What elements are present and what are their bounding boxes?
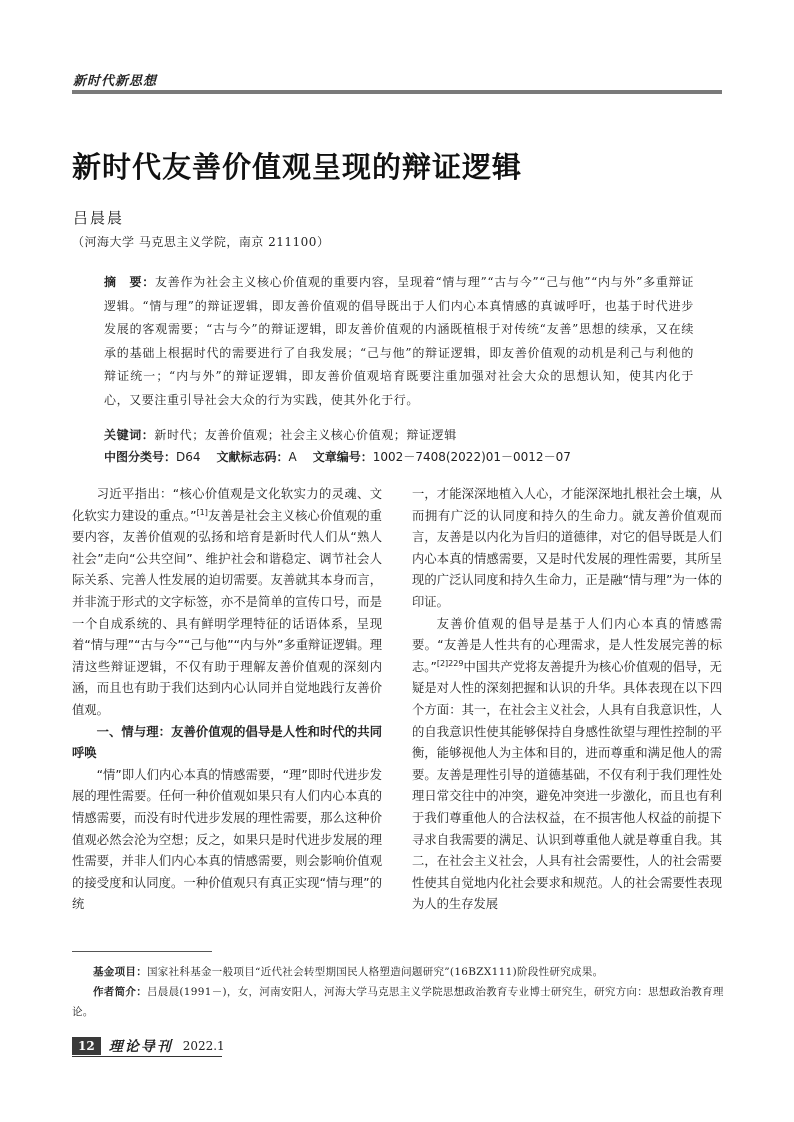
issue-number: 2022.1 xyxy=(182,1039,225,1053)
body-paragraph: “情”即人们内心本真的情感需要，“理”即时代进步发展的理性需要。任何一种价值观如果只有人们内心本真的情感需要，而没有时代进步发展的理性需要，那么这种价值观必然会沦为空想；反之，如果只是时代进步发展的理性需要，并非人们内心本真的情感需要，则会影响价值观的接受度和认同度。一种价值观只有真正实现“情与理”的统 xyxy=(72,767,382,912)
body-column-right xyxy=(412,484,722,916)
body-paragraph xyxy=(72,484,382,722)
abstract-label: 摘 要： xyxy=(104,275,156,289)
section-label: 新时代新思想 xyxy=(73,74,158,89)
paragraph-text: 友善价值观的倡导是基于人们内心本真的情感需要。“友善是人性共有的心理需求，是人性发展完善的标志。” xyxy=(412,616,722,674)
abstract xyxy=(104,271,694,412)
author-name: 吕晨晨 xyxy=(73,209,125,227)
clc-value: D64 xyxy=(176,450,201,464)
clc-label: 中图分类号： xyxy=(104,450,177,464)
journal-name: 理论导刊 xyxy=(108,1039,173,1055)
fund-text: 国家社科基金一般项目“近代社会转型期国民人格塑造问题研究”(16BZX111)阶段性研究成果。 xyxy=(147,966,604,978)
doc-code-label: 文献标志码： xyxy=(216,450,289,464)
keywords xyxy=(104,426,457,443)
article-number-label: 文章编号： xyxy=(312,450,373,464)
doc-code-value: A xyxy=(288,450,297,464)
footnotes xyxy=(72,962,724,1022)
author-note xyxy=(72,982,724,1022)
body-paragraph: 一，才能深深地植入人心，才能深深地扎根社会土壤，从而拥有广泛的认同度和持久的生命力。就友善价值观而言，友善是以内化为旨归的道德律，对它的倡导既是人们内心本真的情感需要，又是时代发展的理性需要，其所呈现的广泛认同度和持久生命力，正是融“情与理”为一体的印证。 xyxy=(412,487,722,609)
article-title: 新时代友善价值观呈现的辩证逻辑 xyxy=(72,150,523,184)
footer-rule xyxy=(72,1056,222,1057)
author-note-text: 吕晨晨(1991－)，女，河南安阳人，河海大学马克思主义学院思想政治教育专业博士研究生，研究方向：思想政治教育理论。 xyxy=(72,986,724,1018)
citation-ref[interactable]: [1] xyxy=(196,507,208,517)
footnote-rule xyxy=(72,951,212,952)
citation-ref[interactable]: [2]229 xyxy=(436,658,464,668)
paragraph-text: 习近平指出：“核心价值观是文化软实力的灵魂、文化软实力建设的重点。” xyxy=(72,487,382,523)
article-number-value: 1002－7408(2022)01－0012－07 xyxy=(372,450,571,464)
section-heading: 一、情与理：友善价值观的倡导是人性和时代的共同呼唤 xyxy=(72,724,382,761)
keywords-label: 关键词： xyxy=(104,428,155,442)
author-note-label: 作者简介： xyxy=(93,986,147,998)
body-column-left xyxy=(72,484,382,916)
body-paragraph xyxy=(412,614,722,916)
abstract-text: 友善作为社会主义核心价值观的重要内容，呈现着“情与理”“古与今”“己与他”“内与外”多重辩证逻辑。“情与理”的辩证逻辑，即友善价值观的倡导既出于人们内心本真情感的真诚呼吁，也基于时代进步发展的客观需要；“古与今”的辩证逻辑，即友善价值观的内涵既植根于对传统“友善”思想的续承，又在续承的基础上根据时代的需要进行了自我发展；“己与他”的辩证逻辑，即友善价值观的动机是利己与利他的辩证统一；“内与外”的辩证逻辑，即友善价值观培育既要注重加强对社会大众的思想认知，使其内化于心，又要注重引导社会大众的行为实践，使其外化于行。 xyxy=(104,275,695,407)
fund-note xyxy=(72,962,724,982)
paragraph-text: 友善是社会主义核心价值观的重要内容，友善价值观的弘扬和培育是新时代人们从“熟人社会”走向“公共空间”、维护社会和谐稳定、调节社会人际关系、完善人性发展的迫切需要。友善就其本身而言，并非流于形式的文字标签，亦不是简单的宣传口号，而是一个自成系统的、具有鲜明学理特征的话语体系，呈现着“情与理”“古与今”“己与他”“内与外”多重辩证逻辑。理清这些辩证逻辑，不仅有助于理解友善价值观的深刻内涵，而且也有助于我们达到内心认同并自觉地践行友善价值观。 xyxy=(72,508,382,717)
page-number: 12 xyxy=(72,1037,101,1055)
author-affiliation: （河海大学 马克思主义学院，南京 211100） xyxy=(72,235,330,249)
paragraph-text: 中国共产党将友善提升为核心价值观的倡导，无疑是对人性的深刻把握和认识的升华。具体表现在以下四个方面：其一，在社会主义社会，人具有自我意识性，人的自我意识性使其能够保持自身感性欲望与理性控制的平衡，能够视他人为主体和目的，进而尊重和满足他人的需要。友善是理性引导的道德基础，不仅有利于我们理性处理日常交往中的冲突，避免冲突进一步激化，而且也有利于我们尊重他人的合法权益，在不损害他人权益的前提下寻求自我需要的满足、认识到尊重他人就是尊重自我。其二，在社会主义社会，人具有社会需要性，人的社会需要性使其自觉地内化社会要求和规范。人的社会需要性表现为人的生存发展 xyxy=(412,659,722,912)
fund-label: 基金项目： xyxy=(93,966,147,978)
keywords-text: 新时代；友善价值观；社会主义核心价值观；辩证逻辑 xyxy=(154,428,457,442)
classification-line xyxy=(104,448,571,465)
page-footer xyxy=(72,1036,225,1056)
header-rule xyxy=(72,90,722,94)
